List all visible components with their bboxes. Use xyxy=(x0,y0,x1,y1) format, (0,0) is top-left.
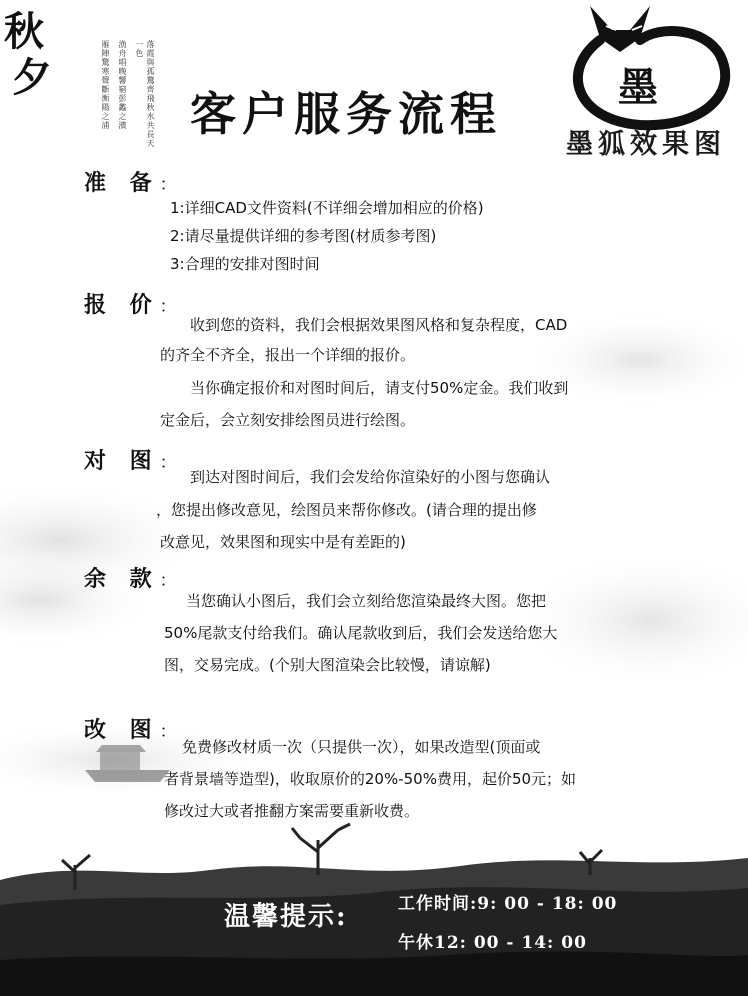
balance-line: 当您确认小图后，我们会立刻给您渲染最终大图。您把 xyxy=(186,592,547,610)
balance-line: 图，交易完成。(个别大图渲染会比较慢，请谅解) xyxy=(164,656,491,674)
revise-line: 免费修改材质一次（只提供一次），如果改造型(顶面或 xyxy=(182,738,541,756)
poem-block xyxy=(46,40,156,155)
quote-line: 收到您的资料，我们会根据效果图风格和复杂程度，CAD xyxy=(190,316,568,334)
section-heading-prepare xyxy=(84,166,177,197)
poem-column: 落霞與孤鶩齊飛秋水共長天一色 xyxy=(135,40,155,148)
poem-column: 漁舟唱晚響窮彭蠡之濱 xyxy=(118,40,127,130)
section-heading-revise xyxy=(84,713,177,744)
heading-colon: ： xyxy=(159,453,177,473)
review-line: 改意见，效果图和现实中是有差距的) xyxy=(160,533,406,551)
revise-line: 修改过大或者推翻方案需要重新收费。 xyxy=(164,802,420,820)
quote-line: 定金后，会立刻安排绘图员进行绘图。 xyxy=(160,411,416,429)
prepare-line: 3:合理的安排对图时间 xyxy=(170,255,320,273)
section-heading-balance xyxy=(84,562,177,593)
heading-colon: ： xyxy=(159,722,177,742)
section-heading-quote xyxy=(84,288,177,319)
heading-text: 准 备 xyxy=(84,170,160,196)
brand-logo-char: 墨 xyxy=(618,64,658,111)
heading-text: 改 图 xyxy=(84,717,160,743)
review-line: ，您提出修改意见，绘图员来帮你修改。(请合理的提出修 xyxy=(156,501,537,519)
corner-char-autumn: 秋 xyxy=(4,8,44,55)
tip-label: 温馨提示: xyxy=(224,902,348,932)
corner-char-evening: 夕 xyxy=(12,54,52,101)
quote-line: 的齐全不齐全，报出一个详细的报价。 xyxy=(160,346,416,364)
page-title: 客户服务流程 xyxy=(190,87,502,141)
quote-line: 当你确定报价和对图时间后，请支付50%定金。我们收到 xyxy=(190,379,569,397)
heading-colon: ： xyxy=(159,297,177,317)
heading-colon: ： xyxy=(159,175,177,195)
brand-name: 墨狐效果图 xyxy=(566,129,726,160)
review-line: 到达对图时间后，我们会发给你渲染好的小图与您确认 xyxy=(190,468,551,486)
balance-line: 50%尾款支付给我们。确认尾款收到后，我们会发送给您大 xyxy=(164,624,558,642)
heading-text: 余 款 xyxy=(84,566,160,592)
work-hours: 工作时间:9: 00 - 18: 00 xyxy=(398,894,618,914)
heading-text: 报 价 xyxy=(84,292,160,318)
section-heading-review xyxy=(84,444,177,475)
heading-text: 对 图 xyxy=(84,448,160,474)
poem-column: 雁陣驚寒聲斷衡陽之浦 xyxy=(101,40,110,130)
lunch-break: 午休12: 00 - 14: 00 xyxy=(398,933,587,953)
revise-line: 者背景墙等造型)，收取原价的20%-50%费用，起价50元；如 xyxy=(164,770,577,788)
prepare-line: 1:详细CAD文件资料(不详细会增加相应的价格) xyxy=(170,199,484,217)
heading-colon: ： xyxy=(159,571,177,591)
prepare-line: 2:请尽量提供详细的参考图(材质参考图) xyxy=(170,227,437,245)
